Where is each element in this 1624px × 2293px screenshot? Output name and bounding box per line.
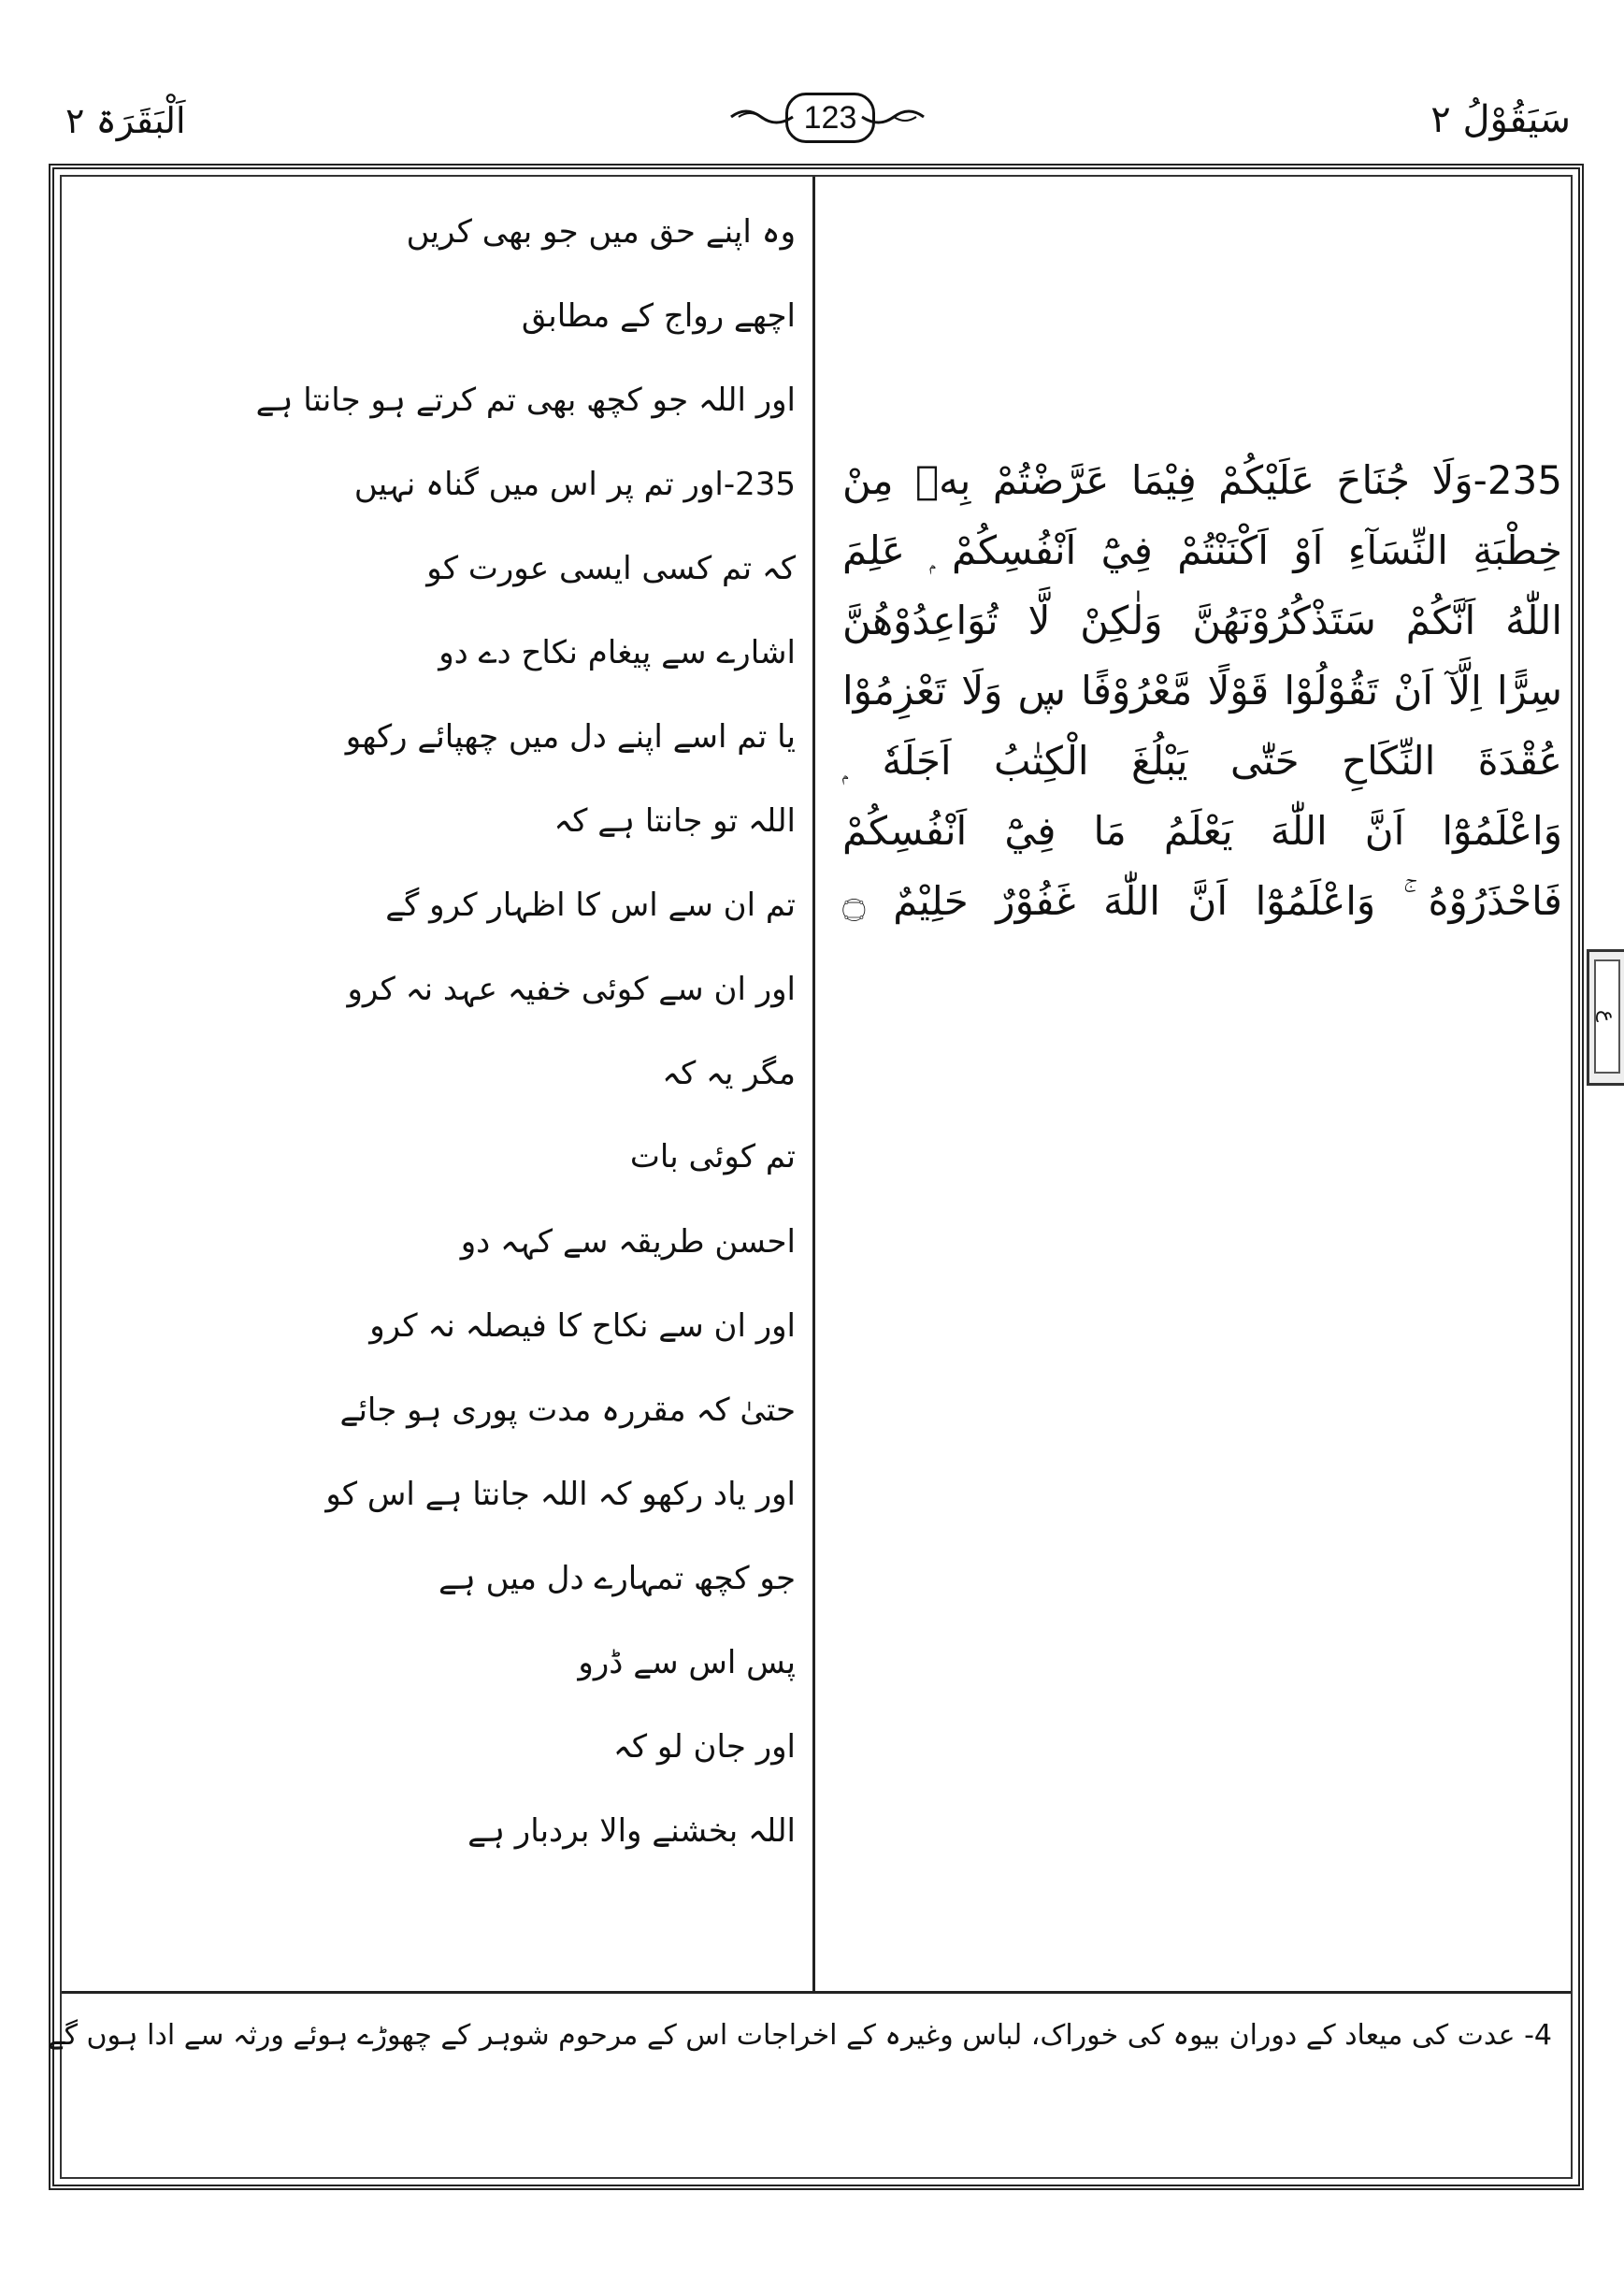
translation-line: اچھے رواج کے مطابق	[521, 297, 796, 335]
translation-line: تم کوئی بات	[629, 1138, 796, 1175]
translation-line: اللہ بخشنے والا بردبار ہے	[467, 1812, 796, 1850]
footnote-divider	[62, 1991, 1571, 1994]
translation-line: جو کچھ تمہارے دل میں ہے	[438, 1560, 796, 1597]
page-frame-inner	[48, 175, 1573, 2179]
translation-column	[80, 177, 805, 1991]
translation-line: مگر یہ کہ	[662, 1055, 796, 1092]
translation-line: احسن طریقہ سے کہہ دو	[460, 1223, 796, 1261]
arabic-column	[824, 177, 1562, 1991]
translation-line: کہ تم کسی ایسی عورت کو	[426, 550, 796, 587]
translation-line: 235-اور تم پر اس میں گناہ نہیں	[353, 466, 796, 503]
translation-line: اور جان لو کہ	[612, 1728, 796, 1766]
surah-name: اَلْبَقَرَۃ ۲	[65, 100, 186, 141]
ruku-marker	[1587, 949, 1624, 1086]
translation-line: اور ان سے کوئی خفیہ عہد نہ کرو	[347, 971, 796, 1008]
para-name: سَيَقُوْلُ ۲	[1430, 98, 1571, 141]
footnote: 4- عدت کی میعاد کے دوران بیوہ کی خوراک، لباس وغیرہ کے اخراجات اس کے مرحوم شوہر کے چھوڑے ہوئے ورثہ سے ادا ہوں گے	[48, 2019, 1552, 2052]
translation-line: پس اس سے ڈرو	[578, 1644, 796, 1681]
arabic-line: 235-وَلَا جُنَاحَ عَلَيْكُمْ فِيْمَا عَرَّضْتُمْ بِهٖ مِنْ	[842, 457, 1562, 503]
page-number-ornament	[729, 93, 926, 145]
translation-line: اللہ تو جانتا ہے کہ	[553, 802, 796, 840]
translation-line: حتیٰ کہ مقررہ مدت پوری ہو جائے	[339, 1392, 796, 1429]
translation-line: تم ان سے اس کا اظہار کرو گے	[385, 887, 796, 924]
arabic-line: سِرًّا اِلَّآ اَنْ تَقُوْلُوْا قَوْلًا مَّعْرُوْفًا ڛ وَلَا تَعْزِمُوْا	[842, 668, 1562, 714]
page-header	[37, 89, 1589, 154]
page-number: 123	[785, 93, 875, 143]
arabic-line: خِطْبَةِ النِّسَآءِ اَوْ اَكْنَنْتُمْ فِيْٓ اَنْفُسِكُمْ ۭ عَلِمَ	[842, 527, 1562, 573]
translation-line: یا تم اسے اپنے دل میں چھپائے رکھو	[345, 718, 796, 756]
ruku-marker-label: ع	[1594, 959, 1620, 1074]
translation-line: وہ اپنے حق میں جو بھی کریں	[406, 213, 796, 251]
translation-line: اور یاد رکھو کہ اللہ جانتا ہے اس کو	[325, 1476, 796, 1513]
translation-line: اور ان سے نکاح کا فیصلہ نہ کرو	[369, 1307, 796, 1345]
page-frame	[49, 164, 1584, 2190]
arabic-line: فَاحْذَرُوْهُ ۚ وَاعْلَمُوْٓا اَنَّ اللّٰهَ غَفُوْرٌ حَلِيْمٌ ۝	[842, 878, 1562, 924]
arabic-line: وَاعْلَمُوْٓا اَنَّ اللّٰهَ يَعْلَمُ مَا فِيْٓ اَنْفُسِكُمْ	[842, 808, 1562, 854]
translation-line: اشارے سے پیغام نکاح دے دو	[438, 634, 796, 671]
column-divider	[812, 177, 815, 1991]
arabic-line: عُقْدَةَ النِّكَاحِ حَتّٰى يَبْلُغَ الْكِتٰبُ اَجَلَهٗ ۭ	[842, 738, 1562, 784]
ornament-right-icon	[860, 106, 926, 128]
arabic-line: اللّٰهُ اَنَّكُمْ سَتَذْكُرُوْنَهُنَّ وَلٰكِنْ لَّا تُوَاعِدُوْهُنَّ	[842, 598, 1562, 643]
translation-line: اور اللہ جو کچھ بھی تم کرتے ہو جانتا ہے	[255, 382, 796, 419]
